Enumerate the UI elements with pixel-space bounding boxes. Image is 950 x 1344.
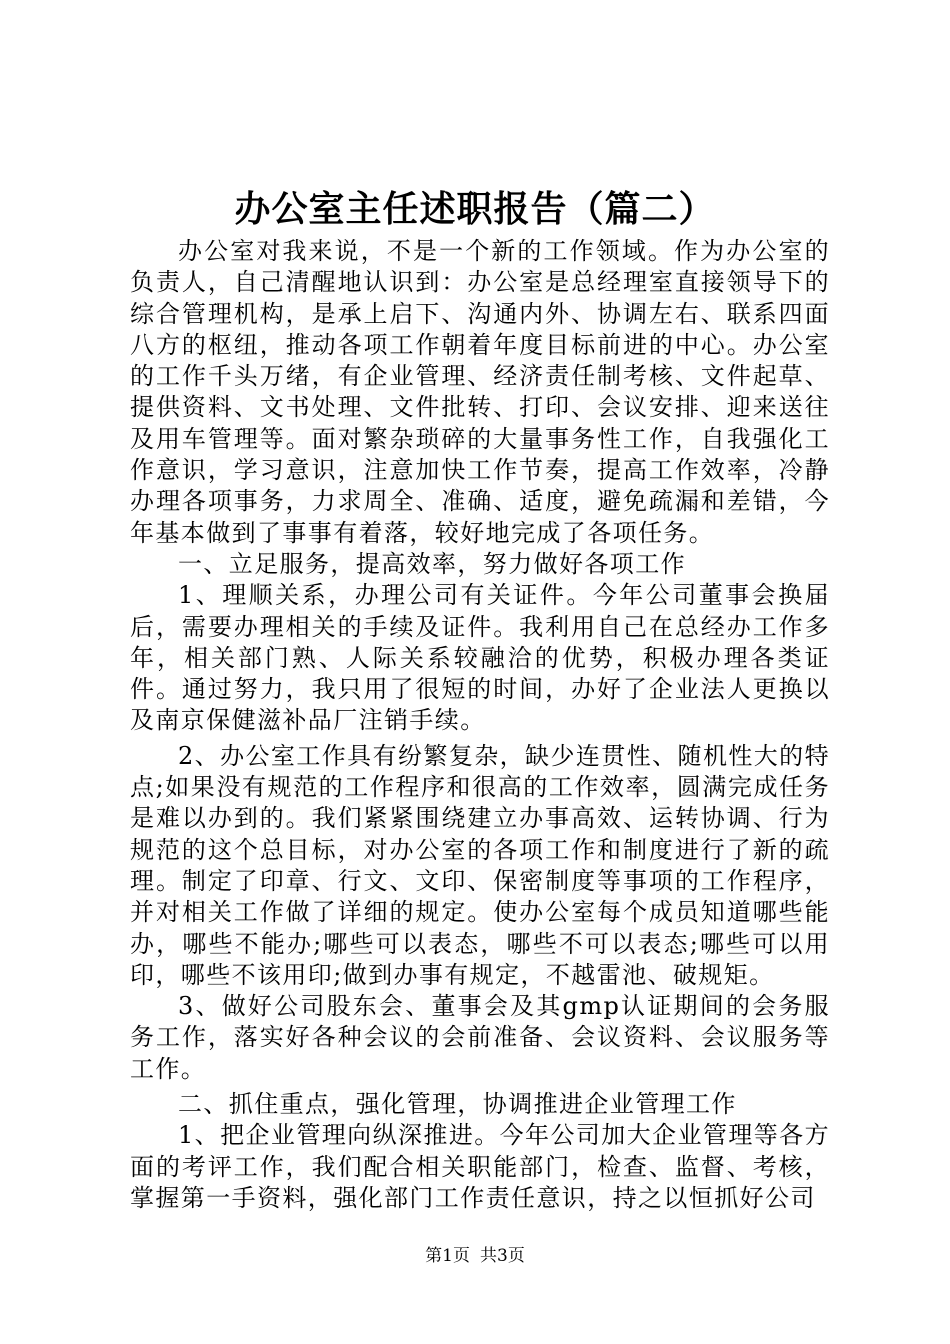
page-footer [0,1244,950,1268]
document-title: 办公室主任述职报告（篇二） [234,188,716,230]
page-number: 第1页 [425,1246,470,1266]
section-heading-1: 一、立足服务，提高效率，努力做好各项工作 [178,549,686,578]
page-total: 共3页 [480,1246,525,1266]
paragraph-intro: 办公室对我来说，不是一个新的工作领域。作为办公室的负责人，自己清醒地认识到：办公室是总经理室直接领导下的综合管理机构，是承上启下、沟通内外、协调左右、联系四面八方的枢纽，推动各项工作朝着年度目标前进的中心。办公室的工作千头万绪，有企业管理、经济责任制考核、文件起草、提供资料、文书处理、文件批转、打印、会议安排、迎来送往及用车管理等。面对繁杂琐碎的大量事务性工作，自我强化工作意识，学习意识，注意加快工作节奏，提高工作效率，冷静办理各项事务，力求周全、准确、适度，避免疏漏和差错，今年基本做到了事事有着落，较好地完成了各项任务。 [130,237,830,547]
paragraph-item-2-1: 1、把企业管理向纵深推进。今年公司加大企业管理等各方面的考评工作，我们配合相关职能部门，检查、监督、考核，掌握第一手资料，强化部门工作责任意识，持之以恒抓好公司 [130,1121,830,1212]
paragraph-item-1-1: 1、理顺关系，办理公司有关证件。今年公司董事会换届后，需要办理相关的手续及证件。我利用自己在总经办工作多年，相关部门熟、人际关系较融洽的优势，积极办理各类证件。通过努力，我只用了很短的时间，办好了企业法人更换以及南京保健滋补品厂注销手续。 [130,581,830,735]
paragraph-item-1-3: 3、做好公司股东会、董事会及其gmp认证期间的会务服务工作，落实好各种会议的会前准备、会议资料、会议服务等工作。 [130,992,830,1083]
paragraph-item-1-2: 2、办公室工作具有纷繁复杂，缺少连贯性、随机性大的特点;如果没有规范的工作程序和很高的工作效率，圆满完成任务是难以办到的。我们紧紧围绕建立办事高效、运转协调、行为规范的这个总目标，对办公室的各项工作和制度进行了新的疏理。制定了印章、行文、文印、保密制度等事项的工作程序，并对相关工作做了详细的规定。使办公室每个成员知道哪些能办，哪些不能办;哪些可以表态，哪些不可以表态;哪些可以用印，哪些不该用印;做到办事有规定，不越雷池、破规矩。 [130,741,830,989]
section-heading-2: 二、抓住重点，强化管理，协调推进企业管理工作 [178,1090,737,1119]
document-body [130,236,830,1214]
